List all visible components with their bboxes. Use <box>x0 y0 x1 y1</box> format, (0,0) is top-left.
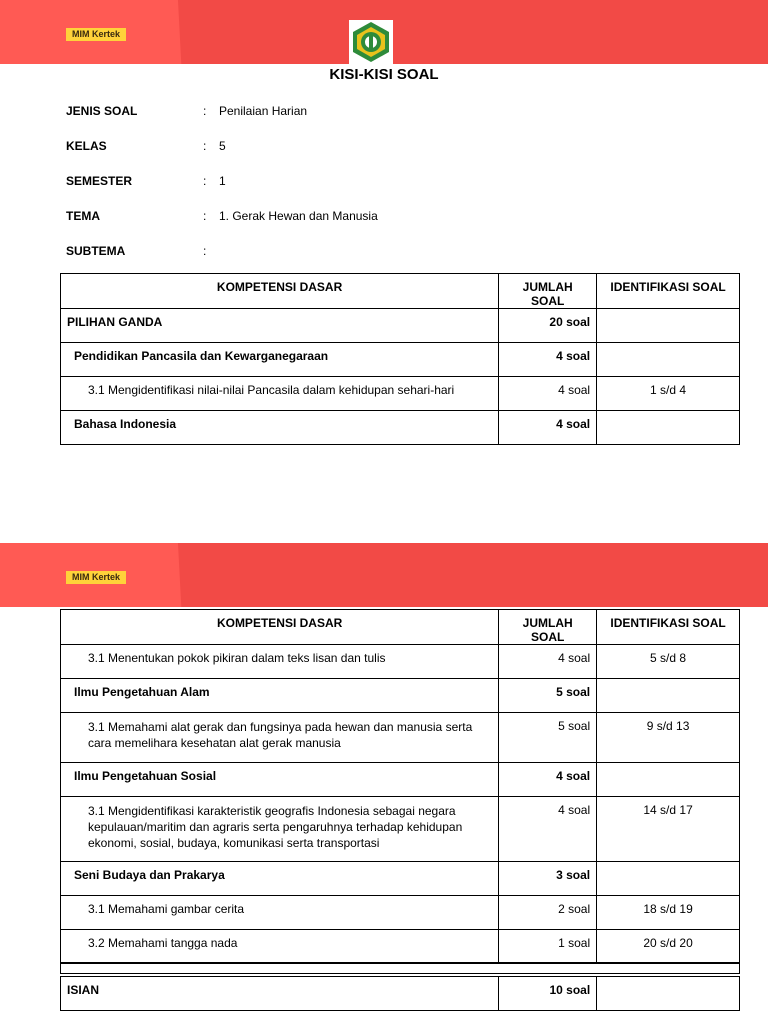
header-identifikasi: IDENTIFIKASI SOAL <box>597 274 740 309</box>
banner-decoration <box>177 0 768 64</box>
kd-cell: 3.1 Mengidentifikasi karakteristik geografis Indonesia sebagai negara kepulauan/maritim dan agraris serta pengaruhnya terhadap kehidupan ekonomi, sosial, budaya, komunikasi serta transportasi <box>61 797 499 862</box>
identifikasi-cell: 1 s/d 4 <box>597 377 740 411</box>
jumlah-cell: 4 soal <box>499 645 597 679</box>
info-colon: : <box>203 104 207 118</box>
info-colon: : <box>203 209 207 223</box>
kd-cell: 3.1 Memahami gambar cerita <box>61 896 499 930</box>
kd-cell: ISIAN <box>61 977 499 1011</box>
identifikasi-cell <box>597 679 740 713</box>
jumlah-cell: 3 soal <box>499 862 597 896</box>
table-row <box>61 377 740 411</box>
info-value: Penilaian Harian <box>219 104 308 118</box>
table-row <box>61 309 740 343</box>
school-logo-icon <box>349 20 393 64</box>
header-kompetensi: KOMPETENSI DASAR <box>61 274 499 309</box>
school-badge: MIM Kertek <box>66 28 126 41</box>
table-row <box>61 862 740 896</box>
table-row <box>61 763 740 797</box>
identifikasi-cell: 20 s/d 20 <box>597 930 740 964</box>
kd-cell: Ilmu Pengetahuan Sosial <box>61 763 499 797</box>
jumlah-cell: 5 soal <box>499 713 597 763</box>
kd-cell: 3.1 Memahami alat gerak dan fungsinya pada hewan dan manusia serta cara memelihara kesehatan alat gerak manusia <box>61 713 499 763</box>
identifikasi-cell <box>597 977 740 1011</box>
jumlah-cell: 20 soal <box>499 309 597 343</box>
jumlah-cell: 2 soal <box>499 896 597 930</box>
identifikasi-cell <box>597 309 740 343</box>
kd-cell: 3.1 Mengidentifikasi nilai-nilai Pancasila dalam kehidupan sehari-hari <box>61 377 499 411</box>
kisi-table-page1 <box>60 273 740 445</box>
identifikasi-cell <box>597 862 740 896</box>
school-badge: MIM Kertek <box>66 571 126 584</box>
table-row <box>61 411 740 445</box>
identifikasi-cell: 5 s/d 8 <box>597 645 740 679</box>
table-row <box>61 645 740 679</box>
jumlah-cell: 5 soal <box>499 679 597 713</box>
kd-cell: 3.2 Memahami tangga nada <box>61 930 499 964</box>
jumlah-cell: 4 soal <box>499 343 597 377</box>
identifikasi-cell: 18 s/d 19 <box>597 896 740 930</box>
identifikasi-cell: 9 s/d 13 <box>597 713 740 763</box>
table-row <box>61 679 740 713</box>
table-row <box>61 977 740 1011</box>
header-identifikasi: IDENTIFIKASI SOAL <box>597 610 740 645</box>
jumlah-cell: 4 soal <box>499 763 597 797</box>
kd-cell: Ilmu Pengetahuan Alam <box>61 679 499 713</box>
info-label: SUBTEMA <box>66 244 126 258</box>
jumlah-cell: 10 soal <box>499 977 597 1011</box>
table-row <box>61 343 740 377</box>
table-row <box>61 713 740 763</box>
info-colon: : <box>203 244 207 258</box>
info-label: SEMESTER <box>66 174 133 188</box>
table-header-row <box>61 610 740 645</box>
isian-table <box>60 976 740 1011</box>
jumlah-cell: 4 soal <box>499 797 597 862</box>
kd-cell: 3.1 Menentukan pokok pikiran dalam teks lisan dan tulis <box>61 645 499 679</box>
kisi-table-page2 <box>60 609 740 964</box>
kd-cell: Seni Budaya dan Prakarya <box>61 862 499 896</box>
page-title: KISI-KISI SOAL <box>329 66 439 83</box>
table-row <box>61 896 740 930</box>
identifikasi-cell <box>597 763 740 797</box>
kd-cell: Bahasa Indonesia <box>61 411 499 445</box>
jumlah-cell: 4 soal <box>499 411 597 445</box>
jumlah-cell: 1 soal <box>499 930 597 964</box>
info-value: 1 <box>219 174 226 188</box>
table-divider <box>60 962 740 974</box>
jumlah-cell: 4 soal <box>499 377 597 411</box>
table-row <box>61 930 740 964</box>
info-colon: : <box>203 139 207 153</box>
table-row <box>61 797 740 862</box>
kd-cell: Pendidikan Pancasila dan Kewarganegaraan <box>61 343 499 377</box>
identifikasi-cell: 14 s/d 17 <box>597 797 740 862</box>
info-label: JENIS SOAL <box>66 104 138 118</box>
identifikasi-cell <box>597 411 740 445</box>
identifikasi-cell <box>597 343 740 377</box>
table-header-row <box>61 274 740 309</box>
info-colon: : <box>203 174 207 188</box>
info-value: 1. Gerak Hewan dan Manusia <box>219 209 378 223</box>
header-kompetensi: KOMPETENSI DASAR <box>61 610 499 645</box>
banner-decoration <box>177 543 768 607</box>
info-label: KELAS <box>66 139 107 153</box>
header-jumlah: JUMLAH SOAL <box>499 610 597 645</box>
kd-cell: PILIHAN GANDA <box>61 309 499 343</box>
info-value: 5 <box>219 139 226 153</box>
info-label: TEMA <box>66 209 100 223</box>
header-jumlah: JUMLAH SOAL <box>499 274 597 309</box>
